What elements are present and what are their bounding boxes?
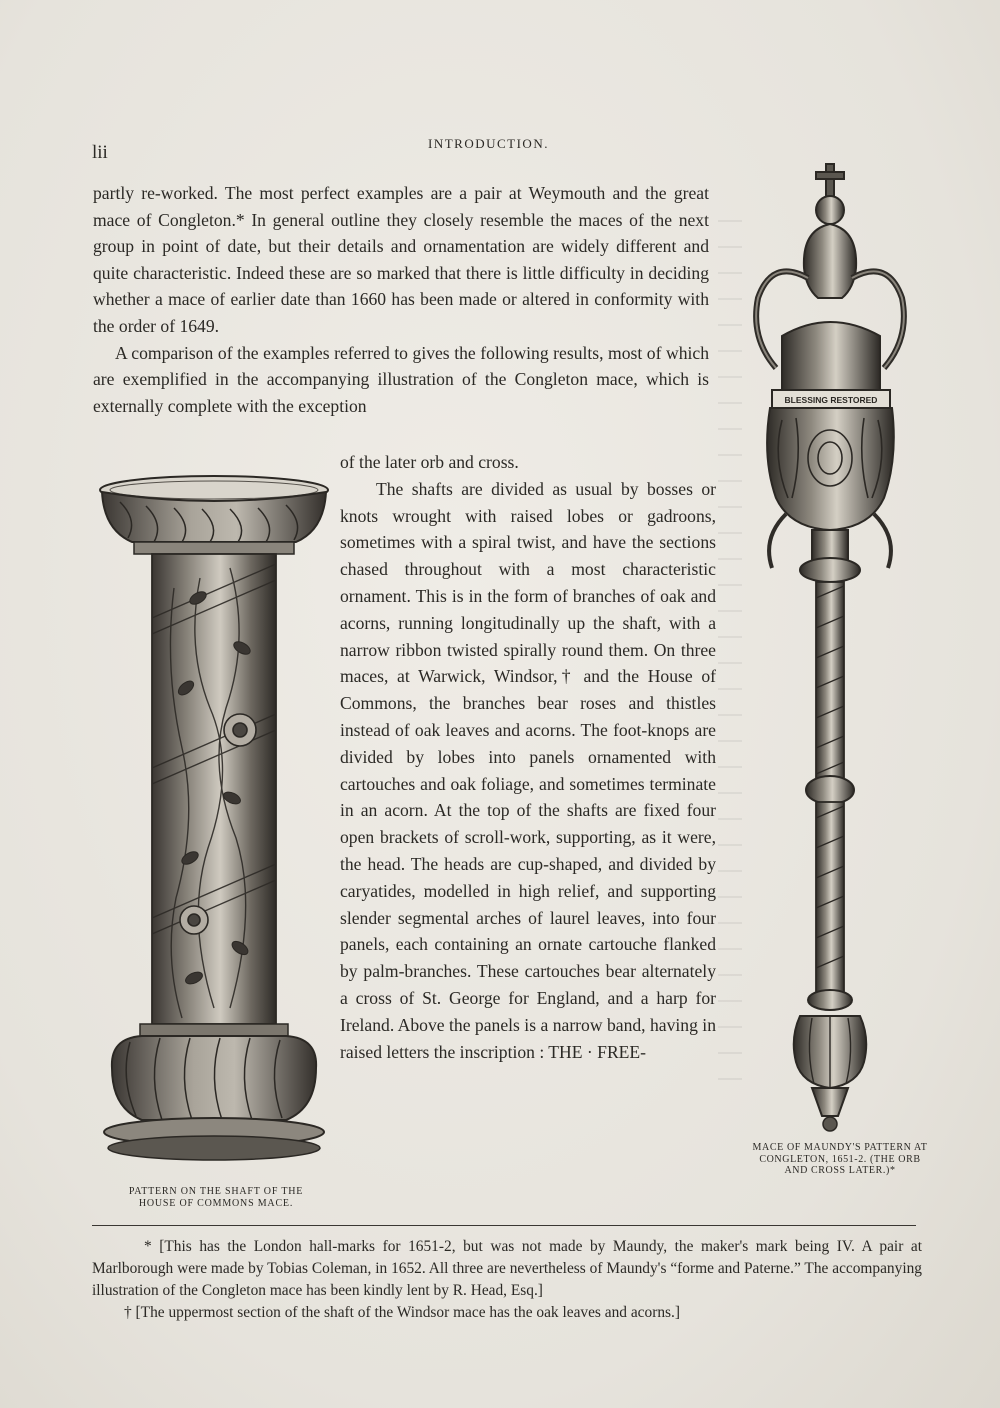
paragraph-3: The shafts are divided as usual by bosses or knots wrought with raised lobes or gadroons, sometimes with a spiral twist, and have the sections chased throughout with a most characteristic ornament. This is in the form of branches of oak and acorns, running longitudinally up the shaft, with a narrow ribbon twisted spirally round them. On three maces, at Warwick, Windsor,† and the House of Commons, the branches bear roses and thistles instead of oak leaves and acorns. The foot-knops are divided by lobes into panels ornamented with cartouches and oak foliage, and sometimes terminate in an acorn. At the top of the shafts are fixed four open brackets of scroll-work, supporting, as it were, the head. The heads are cup-shaped, and divided by caryatides, modelled in high relief, and supporting slender segmental arches of laurel leaves, into four panels, each containing an ornate cartouche flanked by palm-branches. These cartouches bear alternately a cross of St. George for England, and a harp for Ireland. Above the panels is a narrow band, having in raised letters the inscription : THE · FREE- xyxy=(340,478,716,1062)
cross-finial xyxy=(816,164,844,198)
shaft-pattern-illustration xyxy=(90,468,338,1184)
congleton-mace-illustration xyxy=(742,158,920,1144)
footnote-1: * [This has the London hall-marks for 1651-2, but was not made by Maundy, the maker's mark being IV. A pair at Marlborough were made by Tobias Coleman, in 1652. All three are nevertheless of Maundy's “forme and Paterne.” The accompanying illustration of the Congleton mace has been kindly lent by R. Head, Esq.] xyxy=(92,1238,922,1299)
main-text-block xyxy=(93,180,709,419)
show-through-texture xyxy=(718,220,742,1080)
paragraph-2: A comparison of the examples referred to gives the following results, most of which are exemplified in the accompanying illustration of the Congleton mace, which is externally complete with the exception xyxy=(93,342,709,416)
footnote-2: † [The uppermost section of the shaft of the Windsor mace has the oak leaves and acorns.] xyxy=(124,1304,680,1321)
page-number: lii xyxy=(92,142,108,163)
paragraph-1: partly re-worked. The most perfect examples are a pair at Weymouth and the great mace of Congleton.* In general outline they closely resemble the maces of the next group in point of date, but their details and ornamentation are widely different and quite characteristic. Indeed these are so marked that there is little difficulty in deciding whether a mace of earlier date than 1660 has been made or altered in conformity with the order of 1649. xyxy=(93,183,709,336)
paragraph-2-end: of the later orb and cross. xyxy=(340,452,519,472)
footnotes xyxy=(92,1216,922,1324)
running-head: INTRODUCTION. xyxy=(428,136,549,151)
mace-band-inscription: BLESSING RESTORED xyxy=(784,395,878,405)
left-figure-caption: PATTERN ON THE SHAFT OF THE HOUSE OF COMMONS MACE. xyxy=(128,1186,304,1209)
narrow-text-column xyxy=(340,449,716,1065)
right-figure-caption: MACE OF MAUNDY'S PATTERN AT CONGLETON, 1651-2. (THE ORB AND CROSS LATER.)* xyxy=(752,1142,928,1176)
